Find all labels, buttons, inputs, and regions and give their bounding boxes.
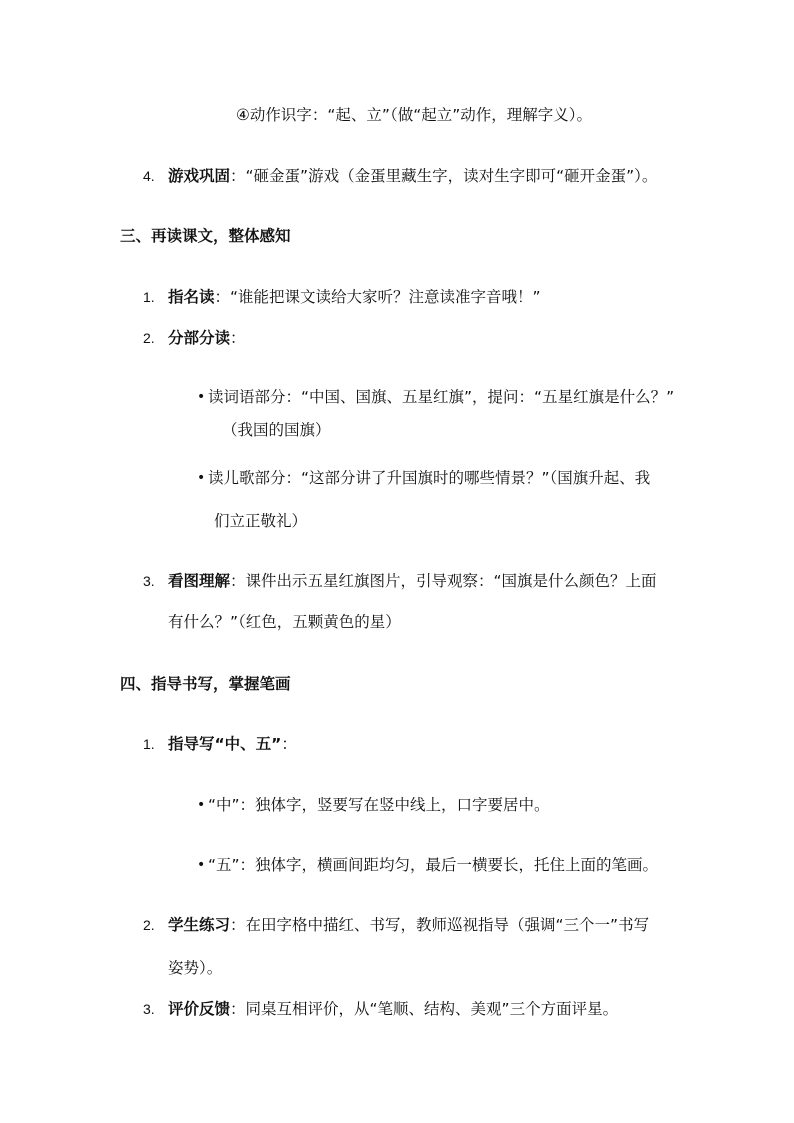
item-text: ： [230, 329, 246, 347]
item-number: 3. [143, 573, 155, 589]
item-label: 评价反馈 [168, 1000, 231, 1018]
item-label: 看图理解 [168, 572, 231, 590]
item-text: ：在田字格中描红、书写，教师巡视指导（强调“三个一”书写 [230, 916, 650, 934]
item-text: ：课件出示五星红旗图片，引导观察：“国旗是什么颜色？上面 [230, 572, 657, 590]
item-number: 1. [143, 736, 155, 752]
item-label: 学生练习 [168, 916, 231, 934]
bullet-text-continued: 们立正敬礼） [214, 512, 308, 530]
bullet-text: 读词语部分：“中国、国旗、五星红旗”，提问：“五星红旗是什么？” [208, 388, 675, 406]
item-text-continued: 有什么？”（红色，五颗黄色的星） [168, 613, 401, 631]
item-number: 4. [143, 168, 155, 184]
section-heading: 四、指导书写，掌握笔画 [120, 675, 291, 693]
item-number: 3. [143, 1001, 155, 1017]
item-number: 1. [143, 289, 155, 305]
action-literacy-item: ④动作识字：“起、立”（做“起立”动作，理解字义）。 [236, 106, 593, 124]
item-number: 2. [143, 330, 155, 346]
bullet-icon: • [197, 389, 206, 405]
item-text-continued: 姿势）。 [168, 959, 223, 977]
item-label: 游戏巩固 [168, 167, 231, 185]
bullet-text-continued: （我国的国旗） [222, 421, 331, 439]
bullet-icon: • [197, 470, 206, 486]
bullet-text: “中”：独体字，竖要写在竖中线上，口字要居中。 [208, 796, 550, 814]
item-text: ：“砸金蛋”游戏（金蛋里藏生字，读对生字即可“砸开金蛋”）。 [230, 167, 658, 185]
item-label: 分部分读 [168, 329, 231, 347]
bullet-icon: • [197, 857, 206, 873]
item-label: 指名读 [168, 288, 215, 306]
bullet-icon: • [197, 797, 206, 813]
item-text: ：“谁能把课文读给大家听？注意读准字音哦！” [214, 288, 541, 306]
item-text: ：同桌互相评价，从“笔顺、结构、美观”三个方面评星。 [230, 1000, 619, 1018]
bullet-text: “五”：独体字，横画间距均匀，最后一横要长，托住上面的笔画。 [208, 856, 659, 874]
bullet-text: 读儿歌部分：“这部分讲了升国旗时的哪些情景？”（国旗升起、我 [208, 469, 651, 487]
item-number: 2. [143, 917, 155, 933]
item-text: ： [281, 735, 297, 753]
item-label: 指导写“中、五” [168, 735, 282, 753]
section-heading: 三、再读课文，整体感知 [120, 227, 291, 245]
